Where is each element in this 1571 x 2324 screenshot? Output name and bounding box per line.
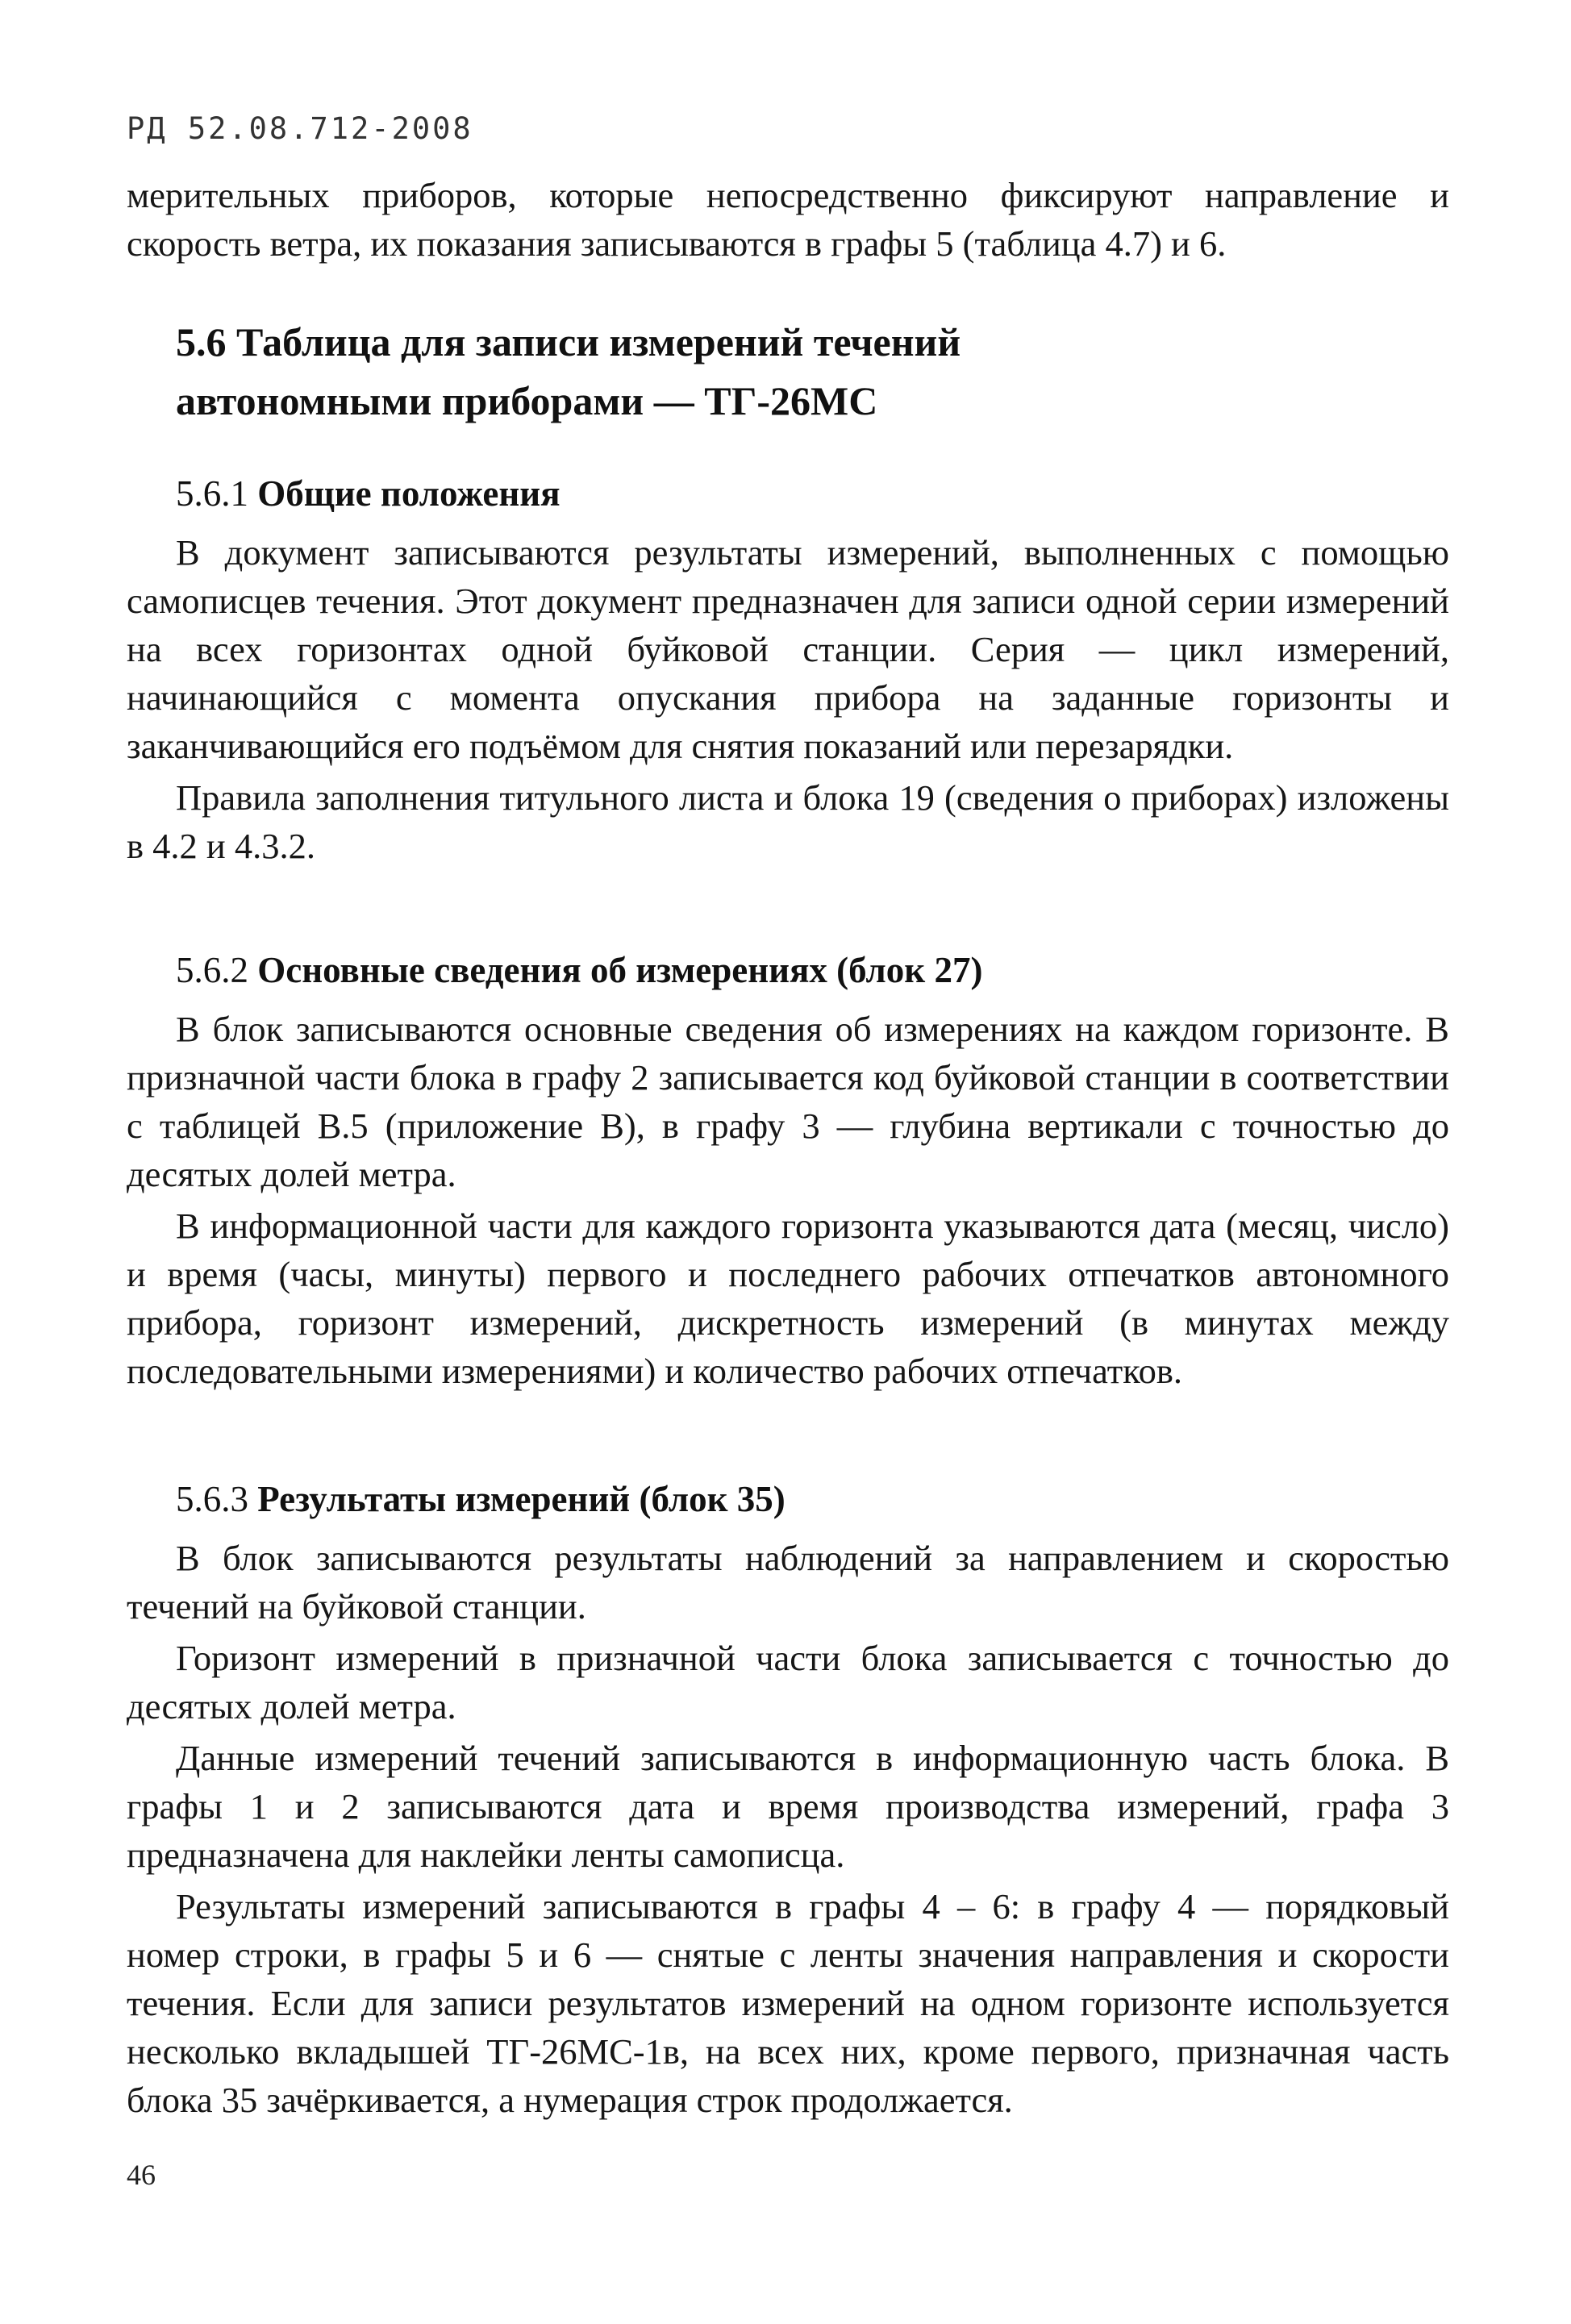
paragraph: Данные измерений течений записываются в информационную часть блока. В графы 1 и 2 записываются дата и время производства измерений, графа 3 предназначена для наклейки ленты самописца. <box>127 1738 1449 1875</box>
paragraph: В блок записываются результаты наблюдений за направлением и скоростью течений на буйковой станции. <box>127 1538 1449 1626</box>
section-title <box>176 313 1434 431</box>
subsection-number: 5.6.3 <box>176 1479 248 1519</box>
subsection-title: Основные сведения об измерениях (блок 27) <box>257 950 983 990</box>
page-number: 46 <box>127 2159 156 2191</box>
subsection-body-2 <box>127 1005 1449 1395</box>
subsection-body-3 <box>127 1534 1449 2124</box>
section-title-line-2: автономными приборами — ТГ-26МС <box>176 378 878 423</box>
subsection-number: 5.6.2 <box>176 950 248 990</box>
paragraph: Горизонт измерений в призначной части блока записывается с точностью до десятых долей метра. <box>127 1638 1449 1726</box>
subsection-heading-1 <box>176 469 560 518</box>
subsection-heading-3 <box>176 1475 786 1523</box>
paragraph: Результаты измерений записываются в графы 4 – 6: в графу 4 — порядковый номер строки, в графы 5 и 6 — снятые с ленты значения направления и скорости течения. Если для записи результатов измерений на одном горизонте используется несколько вкладышей ТГ-26МС-1в, на всех них, кроме первого, призначная часть блока 35 зачёркивается, а нумерация строк продолжается. <box>127 1886 1449 2120</box>
running-header: РД 52.08.712-2008 <box>127 111 473 146</box>
paragraph: В документ записываются результаты измерений, выполненных с помощью самописцев течения. Этот документ предназначен для записи одной серии измерений на всех горизонтах одной буйковой станции. Серия — цикл измерений, начинающийся с момента опускания прибора на заданные горизонты и заканчивающийся его подъёмом для снятия показаний или перезарядки. <box>127 532 1449 766</box>
subsection-heading-2 <box>176 946 982 994</box>
subsection-body-1 <box>127 528 1449 870</box>
subsection-title: Общие положения <box>257 473 560 514</box>
paragraph: В информационной части для каждого горизонта указываются дата (месяц, число) и время (часы, минуты) первого и последнего рабочих отпечатков автономного прибора, горизонт измерений, дискретность измерений (в минутах между последовательными измерениями) и количество рабочих отпечатков. <box>127 1206 1449 1391</box>
intro-paragraph: мерительных приборов, которые непосредственно фиксируют направление и скорость ветра, их показания записываются в графы 5 (таблица 4.7) и 6. <box>127 175 1449 264</box>
subsection-number: 5.6.1 <box>176 473 248 514</box>
subsection-title: Результаты измерений (блок 35) <box>257 1479 786 1519</box>
paragraph: Правила заполнения титульного листа и блока 19 (сведения о приборах) изложены в 4.2 и 4.3.2. <box>127 777 1449 866</box>
paragraph: В блок записываются основные сведения об измерениях на каждом горизонте. В призначной части блока в графу 2 записывается код буйковой станции в соответствии с таблицей В.5 (приложение В), в графу 3 — глубина вертикали с точностью до десятых долей метра. <box>127 1009 1449 1194</box>
section-title-line-1: 5.6 Таблица для записи измерений течений <box>176 319 961 364</box>
